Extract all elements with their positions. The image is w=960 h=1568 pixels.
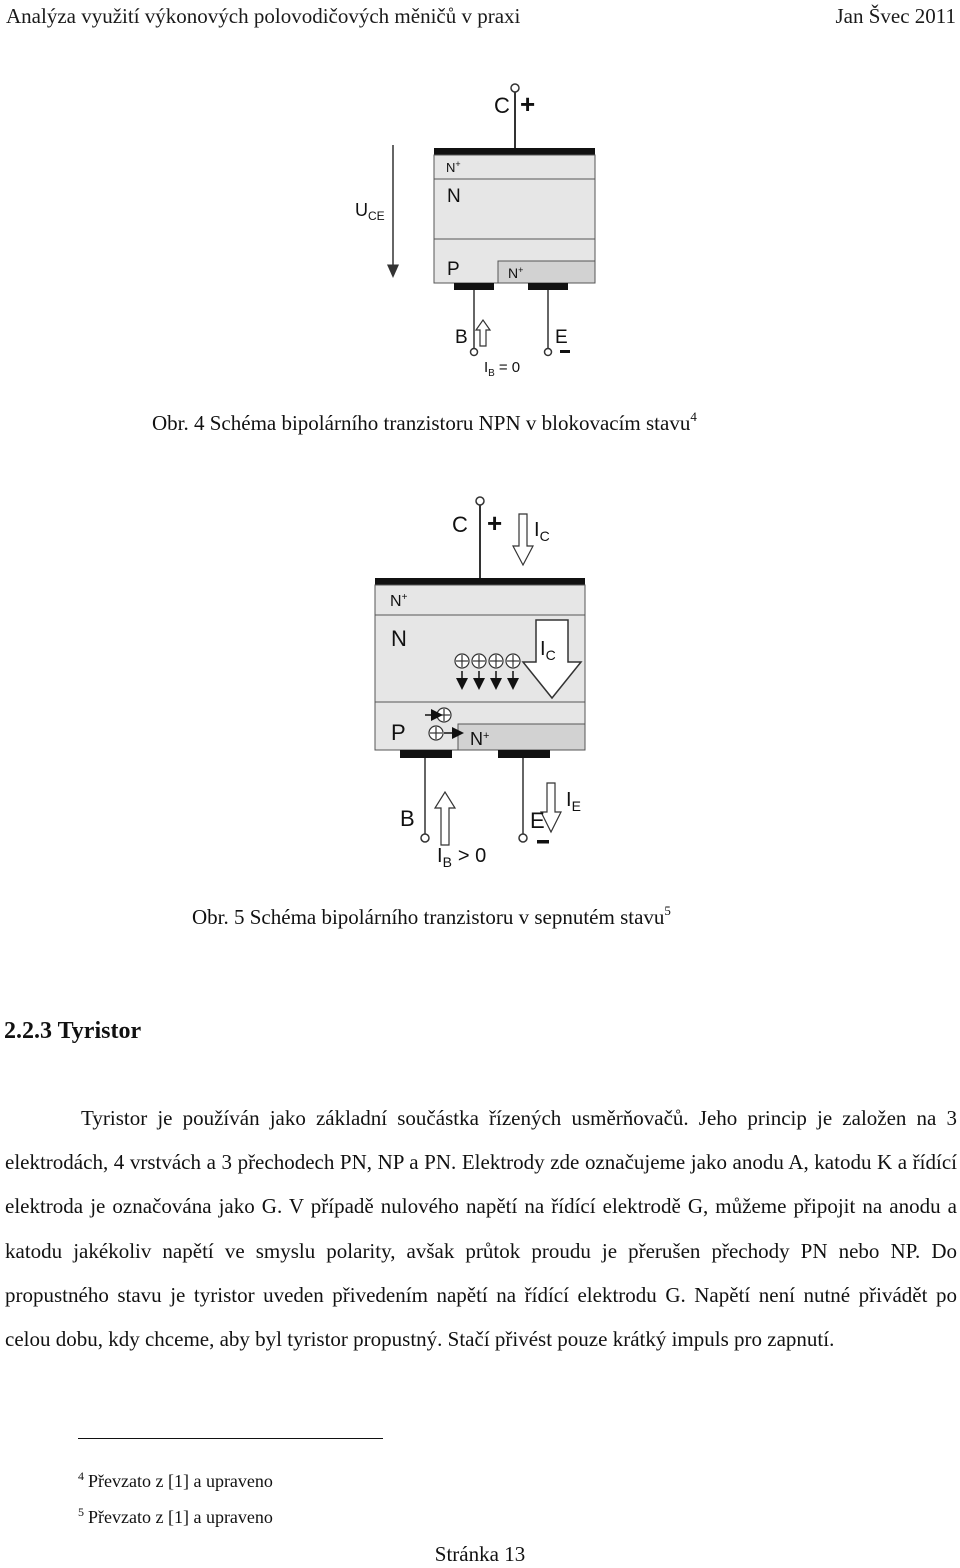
emitter-contact [528,283,568,290]
minus-sign [537,840,549,844]
figure1-caption-ref: 4 [690,409,697,424]
ic-label-inner: $I_C$ [540,638,556,663]
footnote-text: Převzato z [1] a upraveno [88,1471,273,1491]
header-title: Analýza využití výkonových polovodičových měničů v praxi [6,4,521,28]
ib-label: $I_B = 0$ [484,359,521,379]
collector-contact [434,148,595,155]
p-label: P [447,259,460,280]
emitter-terminal [519,834,527,842]
figure-npn-conducting-diagram [0,490,960,880]
section-heading: 2.2.3 Tyristor [4,1018,142,1044]
ib-label: $I_B > 0$ [437,845,487,870]
ib-arrow [435,792,455,845]
base-terminal [421,834,429,842]
base-terminal [471,349,478,356]
footnote-separator [78,1438,383,1439]
figure2-caption [192,903,671,930]
footnote-number: 5 [78,1505,84,1519]
uce-label: $U_{CE}$ [355,200,385,223]
plus-sign: + [520,89,536,119]
figure1-caption [152,409,697,436]
collector-label: C [452,512,468,537]
n-label: N [447,186,461,207]
minus-sign [560,350,570,353]
ic-label-top: $I_C$ [534,519,550,544]
collector-terminal [511,84,519,92]
collector-terminal [476,497,484,505]
figure2-caption-ref: 5 [664,903,671,918]
base-contact [454,283,494,290]
footnote-number: 4 [78,1469,84,1483]
base-label: B [455,327,468,348]
footnote-4 [78,1469,273,1492]
collector-contact [375,578,585,585]
figure1-caption-text: Obr. 4 Schéma bipolárního tranzistoru NPN v blokovacím stavu [152,411,691,435]
ie-label: $I_E$ [566,789,581,814]
emitter-terminal [545,349,552,356]
emitter-label: E [555,327,568,348]
ib-arrow [476,320,490,346]
emitter-nplus-label: N+ [470,729,490,749]
n-label: N [391,626,407,651]
base-contact [400,750,452,758]
figure2-caption-text: Obr. 5 Schéma bipolárního tranzistoru v sepnutém stavu [192,905,665,929]
emitter-label: E [530,808,545,833]
emitter-contact [498,750,550,758]
nplus-label: N+ [390,592,408,610]
section-paragraph: Tyristor je používán jako základní součástka řízených usměrňovačů. Jeho princip je založen na 3 elektrodách, 4 vrstvách a 3 přechodech PN, NP a PN. Elektrody zde označujeme jako anodu A, katodu K a řídící elektroda je označována jako G. V případě nulového napětí na řídící elektrodě G, můžeme připojit na anodu a katodu jakékoliv napětí ve smyslu polarity, avšak průtok proudu je přerušen přechody PN nebo NP. Do propustného stavu je tyristor uveden přivedením napětí na řídící elektrodu G. Napětí není nutné přivádět po celou dobu, kdy chceme, aby byl tyristor propustný. Stačí přivést pouze krátký impuls pro zapnutí. [5,1106,957,1352]
header-author: Jan Švec 2011 [835,4,956,28]
ic-terminal-arrow [513,514,533,565]
figure-npn-blocking-diagram [0,70,960,390]
footnote-5 [78,1505,273,1528]
page-number: Stránka 13 [434,1542,526,1566]
collector-label: C [494,93,510,118]
nplus-label: N+ [446,159,461,175]
footnote-text: Převzato z [1] a upraveno [88,1507,273,1527]
plus-sign: + [487,508,503,538]
p-label: P [391,720,406,745]
base-label: B [400,806,415,831]
emitter-nplus-label: N+ [508,265,524,281]
